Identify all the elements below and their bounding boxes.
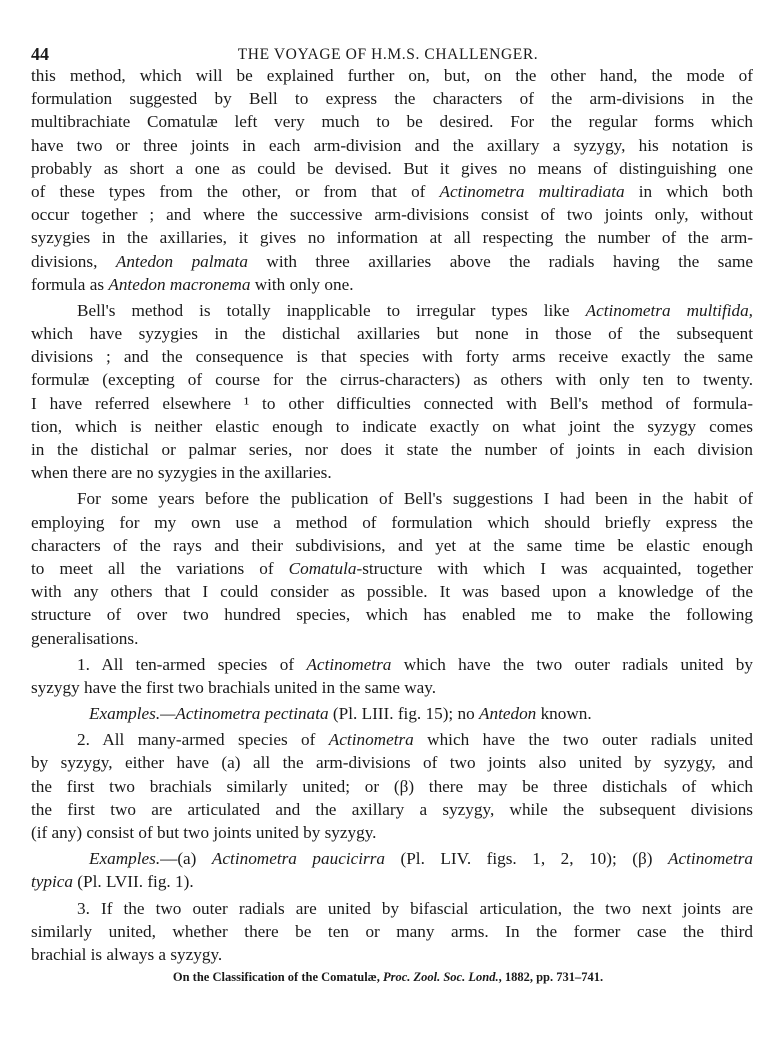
running-title: THE VOYAGE OF H.M.S. CHALLENGER. [237,46,539,63]
page-number: 44 [31,44,49,64]
italic-text: typica [31,872,73,892]
text-run: On the Classification of the Comatulæ, [172,970,383,984]
text-line [31,557,753,580]
text-run: employing for my own use a method of formulation which should briefly express the [31,512,753,532]
text-line [31,702,753,725]
text-line [31,870,753,893]
text-run: divisions, [31,251,116,271]
text-run: generalisations. [31,628,139,648]
text-run: formula as [31,274,109,294]
text-line [31,180,753,203]
text-run: characters of the rays and their subdivisions, and yet at the same time be elastic enough [31,535,753,555]
text-line [31,511,753,534]
text-line [31,821,753,844]
text-line [31,392,753,415]
text-line [31,580,753,603]
italic-text: Examples. [89,849,161,869]
text-line [31,943,753,966]
italic-text: Actinometra multifida, [585,300,753,320]
text-run: which have the two outer radials united [413,730,753,750]
text-line [31,322,753,345]
text-run: 1. All ten-armed species of [77,654,307,674]
text-line [31,897,753,920]
text-run: -structure with which I was acquainted, together [356,558,753,578]
text-run: 2. All many-armed species of [77,730,329,750]
text-run: formulæ (excepting of course for the cirrus-characters) as others with only ten to twenty. [31,370,753,390]
text-line [31,798,753,821]
text-line [31,110,753,133]
text-run: 3. If the two outer radials are united by bifascial articulation, the two next joints are [77,898,753,918]
text-run: multibrachiate Comatulæ left very much to be desired. For the regular forms which [31,112,753,132]
text-run: the first two are articulated and the axillary a syzygy, while the subsequent divisions [31,799,753,819]
footnote [0,970,776,985]
body-text [31,61,753,966]
text-line [31,751,753,774]
text-run: , 1882, pp. 731–741. [498,970,604,984]
text-run: formulation suggested by Bell to express the characters of the arm-divisions in the [31,89,753,109]
text-line [31,226,753,249]
paragraph [31,897,753,967]
text-line [31,534,753,557]
text-run: structure of over two hundred species, which has enabled me to make the following [31,605,753,625]
text-line [31,676,753,699]
paragraph [31,653,753,699]
text-run: with three axillaries above the radials having the same [247,251,753,271]
text-run: For some years before the publication of Bell's suggestions I had been in the habit of [77,489,753,509]
text-run: with only one. [250,274,354,294]
text-run: syzygy have the first two brachials united in the same way. [31,677,437,697]
italic-text: Actinometra [328,730,414,750]
text-run: (Pl. LVII. fig. 1). [73,872,194,892]
text-run: in the distichal or palmar series, nor does it state the number of joints in each division [31,440,753,459]
text-line [31,87,753,110]
text-line [31,299,753,322]
text-line [31,157,753,180]
text-run: (Pl. LIII. fig. 15); no [328,704,479,724]
text-run: have two or three joints in each arm-division and the axillary a syzygy, his notation is [31,135,753,155]
text-run: when there are no syzygies in the axillaries. [31,463,332,483]
text-line [31,847,753,870]
paragraph [31,64,753,296]
paragraph [31,299,753,485]
text-line [31,653,753,676]
paragraph [31,487,753,649]
italic-text: Actinometra paucicirra [211,849,385,869]
text-run: (if any) consist of but two joints united by syzygy. [31,823,377,842]
text-line [31,728,753,751]
text-line [31,64,753,87]
text-run: the first two brachials similarly united; or (β) there may be three distichals of which [31,776,753,796]
text-run: divisions ; and the consequence is that species with forty arms receive exactly the same [31,347,753,367]
text-run: similarly united, whether there be ten or many arms. In the former case the third [31,921,753,941]
text-run: occur together ; and where the successive arm-divisions consist of two joints only, without [31,205,753,225]
text-line [31,415,753,438]
text-run: brachial is always a syzygy. [31,944,223,964]
italic-text: Actinometra [306,654,392,674]
italic-text: Examples.—Actinometra pectinata [89,704,329,724]
text-run: (Pl. LIV. figs. 1, 2, 10); (β) [384,849,669,869]
text-run: with any others that I could consider as possible. It was based upon a knowledge of the [31,582,753,602]
text-line [31,250,753,273]
text-line [31,603,753,626]
text-run: probably as short a one as could be devised. But it gives no means of distinguishing one [31,158,753,178]
italic-text: Antedon macronema [108,274,251,294]
text-run: —(a) [160,849,212,869]
italic-text: Actinometra [668,849,753,869]
text-line [31,627,753,650]
text-run: which have the two outer radials united by [391,654,753,674]
paragraph [31,702,753,725]
text-line [31,920,753,943]
italic-text: Actinometra multiradiata [439,181,625,201]
text-run: of these types from the other, or from that of [31,181,440,201]
paragraph [31,728,753,844]
text-run: by syzygy, either have (a) all the arm-divisions of two joints also united by syzygy, and [31,753,753,773]
text-run: syzygies in the axillaries, it gives no information at all respecting the number of the arm- [31,228,753,248]
text-line [31,461,753,484]
text-line [31,775,753,798]
text-line [31,368,753,391]
italic-text: Comatula [288,558,357,578]
text-run: I have referred elsewhere ¹ to other difficulties connected with Bell's method of formula- [31,393,753,413]
text-line [31,487,753,510]
text-run: known. [536,704,592,724]
italic-text: Antedon palmata [115,251,248,271]
text-line [31,438,753,461]
text-line [31,273,753,296]
text-run: Bell's method is totally inapplicable to irregular types like [77,300,586,320]
italic-text: Proc. Zool. Soc. Lond. [382,970,499,984]
text-line [31,134,753,157]
text-run: which have syzygies in the distichal axillaries but none in those of the subsequent [31,324,753,344]
text-run: this method, which will be explained further on, but, on the other hand, the mode of [31,66,753,85]
text-run: in which both [624,181,753,201]
text-run: to meet all the variations of [31,558,289,578]
paragraph [31,847,753,893]
text-line [31,345,753,368]
text-line [31,203,753,226]
italic-text: Antedon [479,704,537,724]
text-run: tion, which is neither elastic enough to indicate exactly on what joint the syzygy comes [31,416,753,436]
